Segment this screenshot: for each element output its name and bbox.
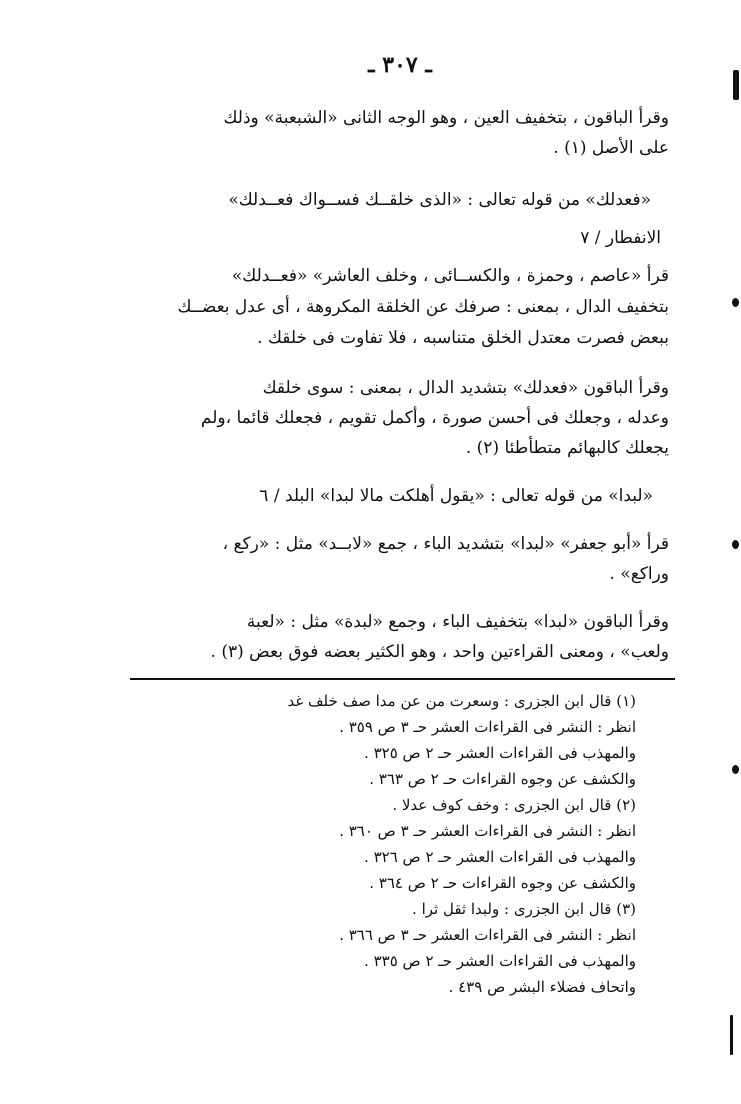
footnote-line: واتحاف فضلاء البشر ص ٤٣٩ . <box>448 978 636 996</box>
text-line: ولعب» ، ومعنى القراءتين واحد ، وهو الكثير بعضه فوق بعض (٣) . <box>210 642 669 662</box>
footnote-line: والمهذب فى القراءات العشر حـ ٢ ص ٣٢٥ . <box>364 744 636 762</box>
footnote-line: والكشف عن وجوه القراءات حـ ٢ ص ٣٦٣ . <box>369 770 636 788</box>
text-line: قرأ «أبو جعفر» «لبدا» بتشديد الباء ، جمع «لابــد» مثل : «ركع ، <box>222 534 669 554</box>
footnote-line: والمهذب فى القراءات العشر حـ ٢ ص ٣٣٥ . <box>364 952 636 970</box>
footnote-divider <box>130 678 675 680</box>
footnote-line: والمهذب فى القراءات العشر حـ ٢ ص ٣٢٦ . <box>364 848 636 866</box>
text-line: يجعلك كالبهائم متطأطئا (٢) . <box>465 438 669 458</box>
text-line: على الأصل (١) . <box>553 138 669 158</box>
footnote-line: والكشف عن وجوه القراءات حـ ٢ ص ٣٦٤ . <box>369 874 636 892</box>
scan-mark <box>732 540 739 549</box>
footnote-line: انظر : النشر فى القراءات العشر حـ ٣ ص ٣٥٩ . <box>339 718 636 736</box>
footnote-line: (٣) قال ابن الجزرى : ولبدا ثقل ثرا . <box>412 900 636 918</box>
text-line: ببعض فصرت معتدل الخلق متناسبه ، فلا تفاوت فى خلقك . <box>257 328 669 348</box>
text-line: وقرأ الباقون ، بتخفيف العين ، وهو الوجه الثانى «الشبعبة» وذلك <box>223 108 669 128</box>
footnote-line: (٢) قال ابن الجزرى : وخف كوف عدلا . <box>392 796 636 814</box>
scan-mark <box>730 1015 733 1055</box>
text-line: وقرأ الباقون «لبدا» بتخفيف الباء ، وجمع «لبدة» مثل : «لعبة <box>246 612 669 632</box>
footnote-line: انظر : النشر فى القراءات العشر حـ ٣ ص ٣٦٠ . <box>339 822 636 840</box>
text-line: وعدله ، وجعلك فى أحسن صورة ، وأكمل تقويم ، فجعلك قائما ،ولم <box>200 408 669 428</box>
page-number: ـ ٣٠٧ ـ <box>368 52 432 78</box>
text-line: وراكع» . <box>609 564 669 584</box>
scan-mark <box>733 70 739 100</box>
text-line: وقرأ الباقون «فعدلك» بتشديد الدال ، بمعنى : سوى خلقك <box>262 378 669 398</box>
scan-mark <box>732 298 739 307</box>
text-line: بتخفيف الدال ، بمعنى : صرفك عن الخلقة المكروهة ، أى عدل بعضــك <box>177 297 669 317</box>
verse-heading: «فعدلك» من قوله تعالى : «الذى خلقــك فســواك فعــدلك» <box>228 190 651 210</box>
scan-mark <box>732 765 739 774</box>
footnote-line: انظر : النشر فى القراءات العشر حـ ٣ ص ٣٦٦ . <box>339 926 636 944</box>
verse-reference: الانفطار / ٧ <box>580 228 661 248</box>
verse-heading: «لبدا» من قوله تعالى : «يقول أهلكت مالا لبدا» البلد / ٦ <box>259 486 653 506</box>
footnote-line: (١) قال ابن الجزرى : وسعرت من عن مدا صف خلف غد <box>287 692 636 710</box>
text-line: قرأ «عاصم ، وحمزة ، والكســائى ، وخلف العاشر» «فعــدلك» <box>231 266 669 286</box>
